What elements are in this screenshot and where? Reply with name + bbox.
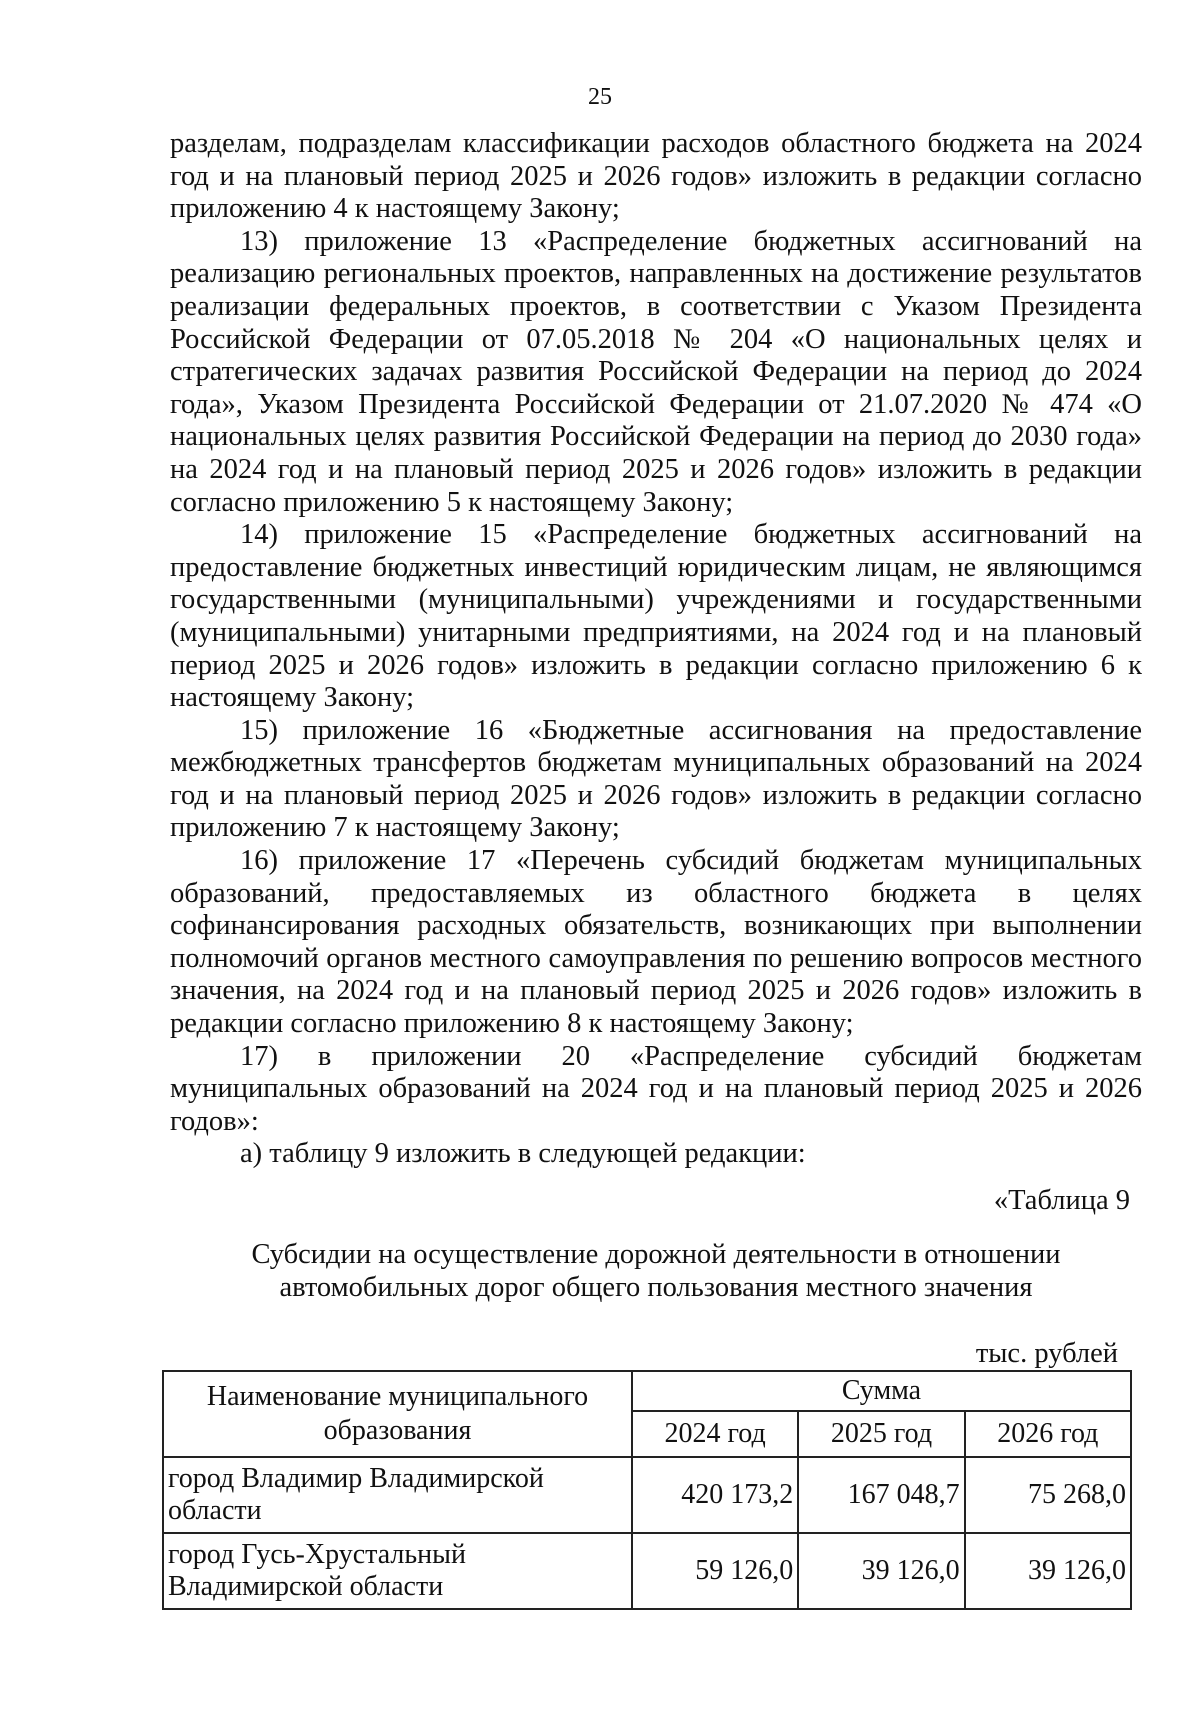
table-title-line: автомобильных дорог общего пользования местного значения	[279, 1272, 1033, 1303]
cell-value: 59 126,0	[632, 1533, 798, 1609]
header-sum: Сумма	[632, 1371, 1131, 1411]
subsidy-table	[162, 1370, 1132, 1610]
paragraph: 16) приложение 17 «Перечень субсидий бюджетам муниципальных образований, предоставляемых из областного бюджета в целях софинансирования расходных обязательств, возникающих при выполнении полномочий органов местного самоуправления по решению вопросов местного значения, на 2024 год и на плановый период 2025 и 2026 годов» изложить в редакции согласно приложению 8 к настоящему Закону;	[170, 845, 1142, 1040]
cell-name: город Владимир Владимирской области	[163, 1457, 632, 1533]
cell-value: 39 126,0	[798, 1533, 964, 1609]
table-row	[163, 1457, 1131, 1533]
paragraph: 14) приложение 15 «Распределение бюджетных ассигнований на предоставление бюджетных инвестиций юридическим лицам, не являющимся государственными (муниципальными) учреждениями и государственными (муниципальными) унитарными предприятиями, на 2024 год и на плановый период 2025 и 2026 годов» изложить в редакции согласно приложению 6 к настоящему Закону;	[170, 519, 1142, 714]
table-header-row	[163, 1371, 1131, 1411]
cell-value: 420 173,2	[632, 1457, 798, 1533]
paragraph: 15) приложение 16 «Бюджетные ассигнования на предоставление межбюджетных трансфертов бюджетам муниципальных образований на 2024 год и на плановый период 2025 и 2026 годов» изложить в редакции согласно приложению 7 к настоящему Закону;	[170, 714, 1142, 844]
page-number: 25	[588, 84, 612, 110]
header-year: 2025 год	[798, 1411, 964, 1457]
paragraph: 17) в приложении 20 «Распределение субсидий бюджетам муниципальных образований на 2024 год и на плановый период 2025 и 2026 годов»:	[170, 1040, 1142, 1137]
unit-label: тыс. рублей	[975, 1338, 1118, 1369]
paragraph: 13) приложение 13 «Распределение бюджетных ассигнований на реализацию региональных проектов, направленных на достижение результатов реализации федеральных проектов, в соответствии с Указом Президента Российской Федерации от 07.05.2018 № 204 «О национальных целях и стратегических задачах развития Российской Федерации на период до 2024 года», Указом Президента Российской Федерации от 21.07.2020 № 474 «О национальных целях развития Российской Федерации на период до 2030 года» на 2024 год и на плановый период 2025 и 2026 годов» изложить в редакции согласно приложению 5 к настоящему Закону;	[170, 225, 1142, 518]
cell-value: 75 268,0	[965, 1457, 1131, 1533]
paragraph: а) таблицу 9 изложить в следующей редакции:	[240, 1138, 806, 1170]
cell-name: город Гусь-Хрустальный Владимирской области	[163, 1533, 632, 1609]
paragraph: разделам, подразделам классификации расходов областного бюджета на 2024 год и на плановый период 2025 и 2026 годов» изложить в редакции согласно приложению 4 к настоящему Закону;	[170, 128, 1142, 225]
cell-value: 39 126,0	[965, 1533, 1131, 1609]
table-row	[163, 1533, 1131, 1609]
table-title	[170, 1238, 1142, 1304]
header-year: 2024 год	[632, 1411, 798, 1457]
table-title-line: Субсидии на осуществление дорожной деятельности в отношении	[251, 1239, 1061, 1270]
table-label: «Таблица 9	[993, 1185, 1130, 1216]
body-text	[170, 128, 1142, 1171]
cell-value: 167 048,7	[798, 1457, 964, 1533]
header-year: 2026 год	[965, 1411, 1131, 1457]
header-name: Наименование муниципального образования	[163, 1371, 632, 1457]
